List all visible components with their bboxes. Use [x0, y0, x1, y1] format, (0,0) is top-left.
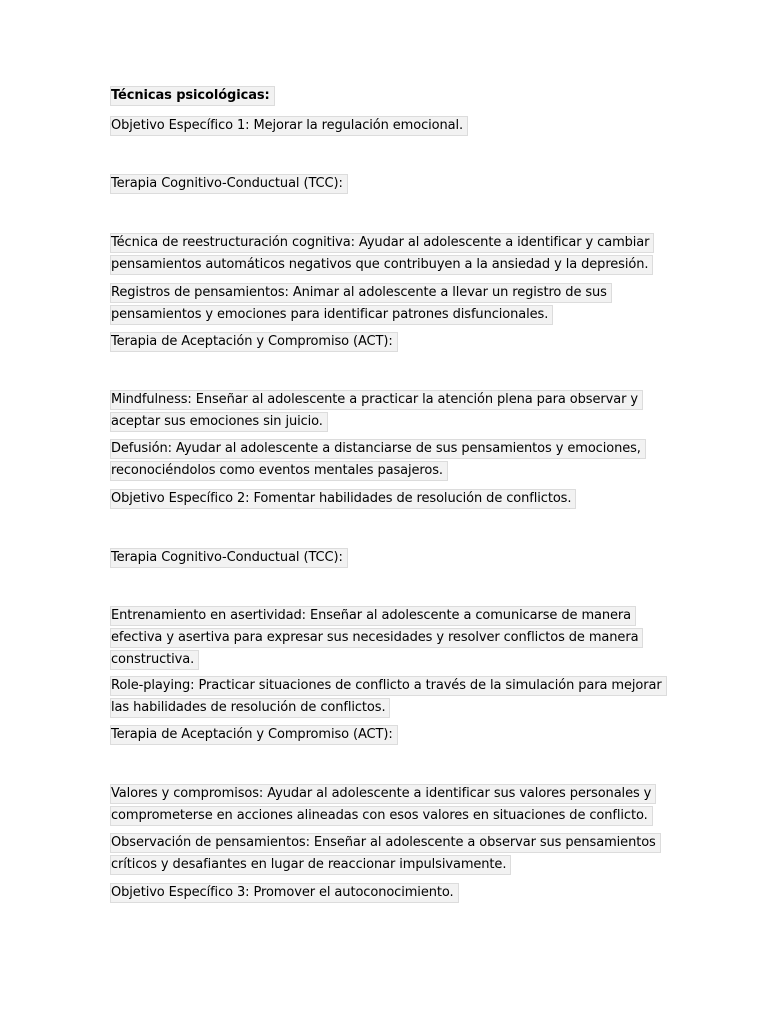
section-tcc-2	[110, 548, 348, 570]
paragraph-line: comprometerse en acciones alineadas con esos valores en situaciones de conflicto.	[110, 806, 653, 826]
paragraph-line: pensamientos automáticos negativos que contribuyen a la ansiedad y la depresión.	[110, 255, 653, 275]
paragraph-line: Terapia Cognitivo-Conductual (TCC):	[110, 174, 348, 194]
paragraph-observacion	[110, 833, 661, 877]
paragraph-line: Registros de pensamientos: Animar al adolescente a llevar un registro de sus	[110, 283, 612, 303]
paragraph-valores	[110, 784, 656, 828]
paragraph-line: Objetivo Específico 2: Fomentar habilidades de resolución de conflictos.	[110, 489, 576, 509]
objective-2	[110, 489, 576, 511]
section-act-1	[110, 332, 398, 354]
heading-text: Técnicas psicológicas:	[110, 86, 275, 106]
paragraph-line: Valores y compromisos: Ayudar al adolescente a identificar sus valores personales y	[110, 784, 656, 804]
paragraph-line: Terapia de Aceptación y Compromiso (ACT):	[110, 332, 398, 352]
paragraph-line: Terapia de Aceptación y Compromiso (ACT):	[110, 725, 398, 745]
paragraph-line: Objetivo Específico 1: Mejorar la regulación emocional.	[110, 116, 468, 136]
paragraph-line: pensamientos y emociones para identificar patrones disfuncionales.	[110, 305, 553, 325]
paragraph-line: Role-playing: Practicar situaciones de conflicto a través de la simulación para mejorar	[110, 676, 667, 696]
section-act-2	[110, 725, 398, 747]
objective-1	[110, 116, 468, 138]
paragraph-line: las habilidades de resolución de conflictos.	[110, 698, 390, 718]
paragraph-line: Entrenamiento en asertividad: Enseñar al adolescente a comunicarse de manera	[110, 606, 636, 626]
paragraph-line: Observación de pensamientos: Enseñar al adolescente a observar sus pensamientos	[110, 833, 661, 853]
paragraph-role-playing	[110, 676, 667, 720]
document-heading	[110, 86, 275, 108]
section-tcc-1	[110, 174, 348, 196]
paragraph-line: constructiva.	[110, 650, 199, 670]
paragraph-defusion	[110, 439, 646, 483]
paragraph-reestructuracion	[110, 233, 654, 277]
paragraph-line: Mindfulness: Enseñar al adolescente a practicar la atención plena para observar y	[110, 390, 643, 410]
objective-3	[110, 883, 459, 905]
paragraph-line: Terapia Cognitivo-Conductual (TCC):	[110, 548, 348, 568]
paragraph-line: críticos y desafiantes en lugar de reaccionar impulsivamente.	[110, 855, 511, 875]
paragraph-line: aceptar sus emociones sin juicio.	[110, 412, 328, 432]
paragraph-line: Defusión: Ayudar al adolescente a distanciarse de sus pensamientos y emociones,	[110, 439, 646, 459]
paragraph-registros	[110, 283, 612, 327]
paragraph-line: Técnica de reestructuración cognitiva: Ayudar al adolescente a identificar y cambiar	[110, 233, 654, 253]
paragraph-line: reconociéndolos como eventos mentales pasajeros.	[110, 461, 448, 481]
paragraph-line: Objetivo Específico 3: Promover el autoconocimiento.	[110, 883, 459, 903]
paragraph-line: efectiva y asertiva para expresar sus necesidades y resolver conflictos de manera	[110, 628, 643, 648]
paragraph-mindfulness	[110, 390, 643, 434]
paragraph-asertividad	[110, 606, 643, 672]
